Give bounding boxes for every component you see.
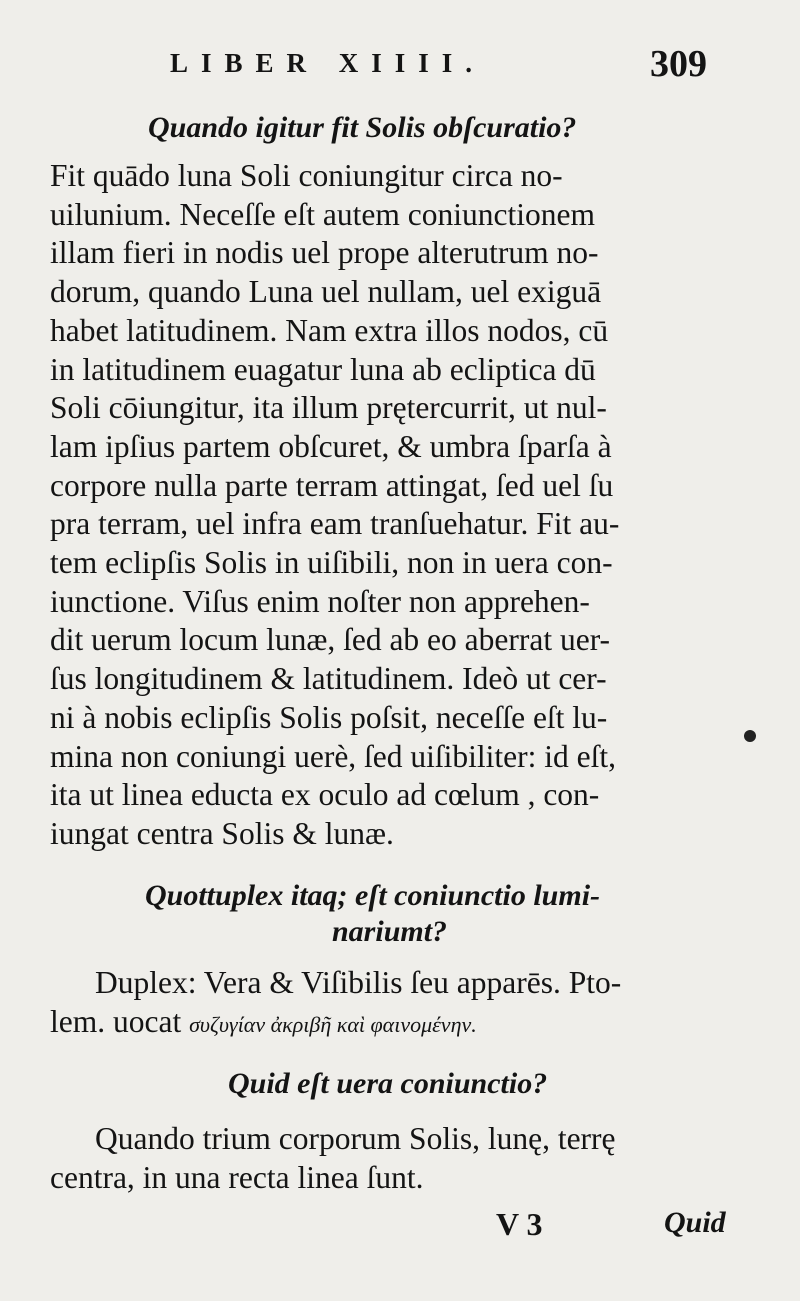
text-line: in latitudinem euagatur luna ab ecliptica dū: [50, 351, 596, 387]
catchword: Quid: [664, 1206, 726, 1239]
question-true-conjunction: Quid eſt uera coniunctio?: [228, 1067, 548, 1100]
signature-mark: V 3: [496, 1206, 543, 1242]
text-line: centra, in una recta linea ſunt.: [50, 1159, 424, 1195]
question-conjunction-types-line2: nariumt?: [332, 915, 448, 948]
text-line: ita ut linea educta ex oculo ad cœlum , con-: [50, 777, 600, 813]
answer-conjunction-types: [50, 964, 720, 1044]
text-line: Duplex: Vera & Viſibilis ſeu apparēs. Pto-: [95, 965, 622, 1000]
text-line: ni à nobis eclipſis Solis poſsit, neceſſe eſt lu-: [50, 699, 608, 735]
text-line: habet latitudinem. Nam extra illos nodos, cū: [50, 312, 609, 348]
text-line: [50, 1003, 720, 1045]
text-line: ſus longitudinem & latitudinem. Ideò ut cer-: [50, 661, 607, 697]
text-line: dorum, quando Luna uel nullam, uel exiguā: [50, 274, 602, 310]
text-line: illam fieri in nodis uel prope alterutrum no-: [50, 235, 599, 271]
question-conjunction-types-line1: Quottuplex itaq; eſt coniunctio lumi-: [145, 879, 601, 912]
text-line: dit uerum locum lunæ, ſed ab eo aberrat uer-: [50, 622, 611, 658]
text-line: pra terram, uel infra eam tranſuehatur. Fit au-: [50, 506, 620, 542]
answer-solar-eclipse: [50, 157, 720, 854]
text-line: corpore nulla parte terram attingat, ſed uel ſu: [50, 467, 614, 503]
text-line: Quando trium corporum Solis, lunę, terrę: [95, 1121, 616, 1156]
answer-true-conjunction: [50, 1120, 720, 1197]
text-line: tem eclipſis Solis in uiſibili, non in uera con-: [50, 545, 613, 581]
page-header: [0, 40, 800, 90]
running-head: LIBER XIIII.: [170, 48, 486, 78]
text-line: Soli cōiungitur, ita illum prętercurrit, ut nul-: [50, 390, 607, 426]
question-solar-eclipse: Quando igitur fit Solis obſcuratio?: [148, 111, 577, 144]
text-line: Fit quādo luna Soli coniungitur circa no-: [50, 158, 563, 193]
ink-spot: [744, 730, 756, 742]
text-fragment: lem. uocat: [50, 1003, 190, 1039]
text-line: iunctione. Viſus enim noſter non apprehen-: [50, 583, 590, 619]
greek-text: συζυγίαν ἀκριβῆ καὶ φαινομένην.: [189, 1011, 477, 1037]
page-number: 309: [650, 43, 707, 85]
text-line: lam ipſius partem obſcuret, & umbra ſparſa à: [50, 428, 612, 464]
text-line: iungat centra Solis & lunæ.: [50, 815, 394, 851]
text-line: uilunium. Neceſſe eſt autem coniunctionem: [50, 196, 595, 232]
text-line: mina non coniungi uerè, ſed uiſibiliter: id eſt,: [50, 738, 617, 774]
